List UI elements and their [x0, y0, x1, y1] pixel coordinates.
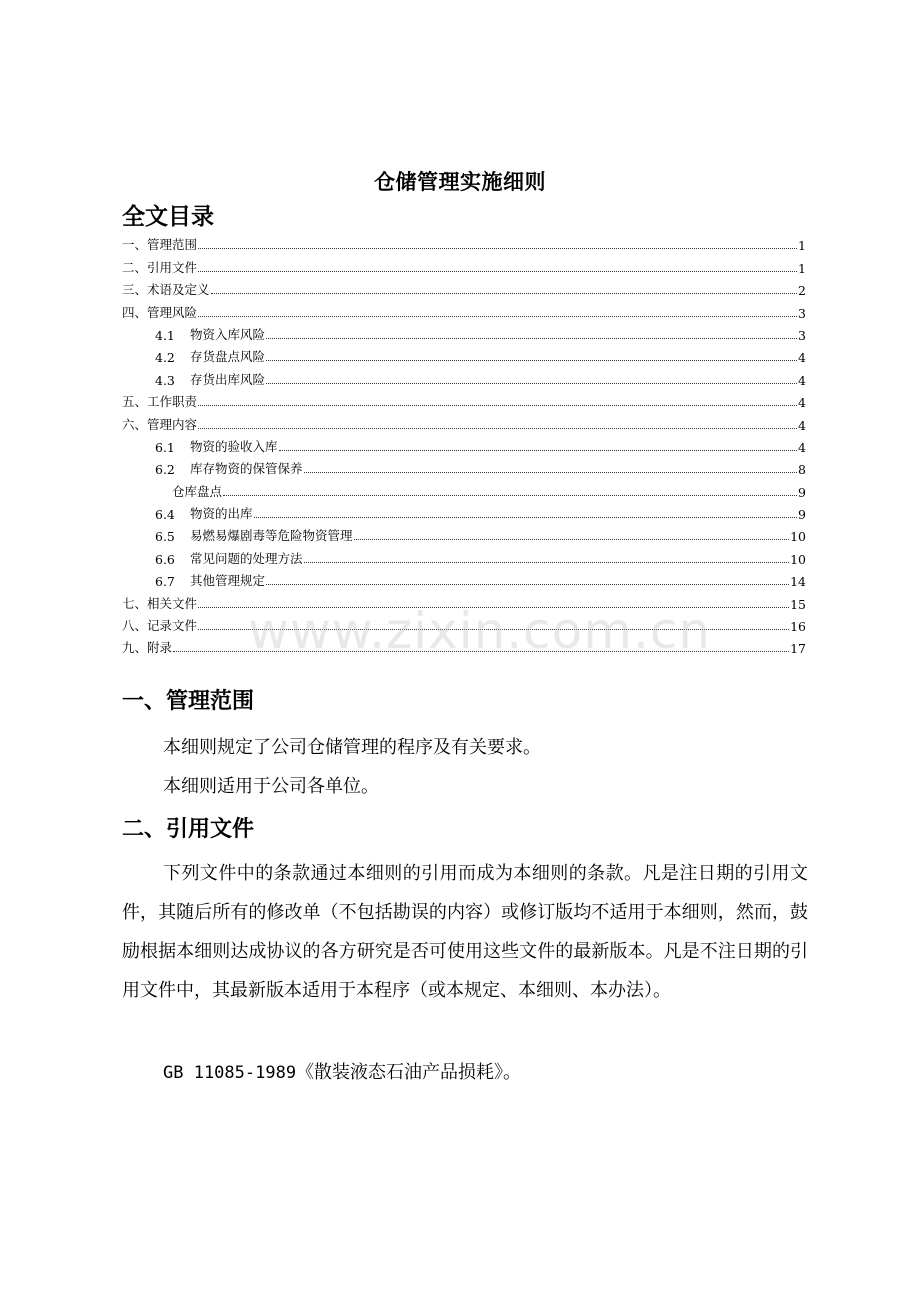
table-of-contents — [122, 231, 806, 656]
toc-entry-number: 4.1 — [155, 327, 175, 343]
toc-entry[interactable] — [122, 455, 806, 477]
toc-entry[interactable] — [122, 589, 806, 611]
toc-entry[interactable] — [122, 365, 806, 387]
toc-entry-number: 6.4 — [155, 507, 175, 523]
toc-dot-leader — [223, 494, 797, 496]
toc-entry[interactable] — [122, 231, 806, 253]
toc-entry-page: 4 — [798, 439, 806, 455]
toc-entry-page: 9 — [798, 507, 806, 523]
toc-entry-page: 1 — [798, 238, 806, 254]
toc-entry-page: 3 — [798, 305, 806, 321]
toc-dot-leader — [198, 247, 797, 249]
toc-entry[interactable] — [122, 612, 806, 634]
section-heading-references: 二、引用文件 — [122, 817, 255, 842]
paragraph-references: 下列文件中的条款通过本细则的引用而成为本细则的条款。凡是注日期的引用文件，其随后所有的修改单（不包括勘误的内容）或修订版均不适用于本细则，然而，鼓励根据本细则达成协议的各方研究是否可使用这些文件的最新版本。凡是不注日期的引用文件中，其最新版本适用于本程序（或本规定、本细则、本办法）。 — [122, 863, 808, 1001]
toc-entry-label: 常见问题的处理方法 — [190, 550, 303, 566]
toc-entry-label: 六、管理内容 — [122, 416, 198, 432]
toc-heading: 全文目录 — [122, 204, 214, 230]
toc-entry-label: 八、记录文件 — [122, 618, 198, 634]
toc-entry-page: 2 — [798, 283, 806, 299]
toc-dot-leader — [266, 382, 797, 384]
paragraph-scope-1: 本细则规定了公司仓储管理的程序及有关要求。 — [163, 737, 541, 758]
toc-entry[interactable] — [122, 500, 806, 522]
toc-entry[interactable] — [122, 634, 806, 656]
toc-entry-page: 4 — [798, 372, 806, 388]
document-title: 仓储管理实施细则 — [374, 170, 546, 194]
toc-entry-page: 8 — [798, 462, 806, 478]
watermark: www.zixin.com.cn — [248, 602, 712, 660]
toc-entry-number: 6.5 — [155, 529, 175, 545]
toc-dot-leader — [198, 606, 789, 608]
toc-dot-leader — [304, 471, 798, 473]
toc-entry-label: 物资的验收入库 — [190, 438, 278, 454]
toc-entry-page: 4 — [798, 350, 806, 366]
reference-standard — [163, 1058, 521, 1084]
toc-entry-number: 6.2 — [155, 462, 175, 478]
toc-dot-leader — [211, 292, 798, 294]
toc-entry-label: 存货出库风险 — [190, 371, 266, 387]
toc-entry-number: 6.1 — [155, 439, 175, 455]
toc-entry[interactable] — [122, 544, 806, 566]
toc-entry-number: 4.3 — [155, 372, 175, 388]
toc-entry-label: 存货盘点风险 — [190, 349, 266, 365]
toc-entry-page: 4 — [798, 417, 806, 433]
toc-entry[interactable] — [122, 321, 806, 343]
toc-entry[interactable] — [122, 522, 806, 544]
toc-entry[interactable] — [122, 567, 806, 589]
toc-dot-leader — [254, 516, 798, 518]
toc-entry[interactable] — [122, 253, 806, 275]
reference-title: 《散装液态石油产品损耗》。 — [296, 1062, 522, 1083]
toc-entry[interactable] — [122, 343, 806, 365]
toc-entry[interactable] — [122, 276, 806, 298]
toc-entry[interactable] — [122, 433, 806, 455]
toc-dot-leader — [279, 449, 798, 451]
toc-dot-leader — [266, 583, 789, 585]
toc-entry-label: 九、附录 — [122, 640, 173, 656]
toc-entry-label: 物资入库风险 — [190, 326, 266, 342]
toc-entry-page: 14 — [790, 574, 806, 590]
toc-entry-label: 易燃易爆剧毒等危险物资管理 — [190, 528, 353, 544]
toc-entry-page: 16 — [790, 619, 806, 635]
toc-entry-label: 二、引用文件 — [122, 259, 198, 275]
toc-entry-number: 4.2 — [155, 350, 175, 366]
toc-entry-label: 其他管理规定 — [190, 573, 266, 589]
toc-entry-page: 4 — [798, 395, 806, 411]
toc-dot-leader — [198, 427, 797, 429]
toc-entry-label: 七、相关文件 — [122, 595, 198, 611]
paragraph-scope-2: 本细则适用于公司各单位。 — [163, 776, 379, 797]
toc-entry-label: 库存物资的保管保养 — [190, 461, 303, 477]
toc-dot-leader — [266, 337, 797, 339]
toc-entry-label: 仓库盘点 — [172, 483, 223, 499]
toc-dot-leader — [198, 628, 789, 630]
toc-dot-leader — [198, 315, 797, 317]
toc-entry-label: 五、工作职责 — [122, 394, 198, 410]
toc-entry-label: 四、管理风险 — [122, 304, 198, 320]
toc-entry-page: 10 — [790, 551, 806, 567]
section-heading-scope: 一、管理范围 — [122, 689, 255, 714]
toc-entry-label: 物资的出库 — [190, 506, 253, 522]
toc-entry[interactable] — [122, 477, 806, 499]
toc-entry-page: 10 — [790, 529, 806, 545]
toc-entry-label: 一、管理范围 — [122, 237, 198, 253]
toc-entry[interactable] — [122, 298, 806, 320]
toc-entry[interactable] — [122, 410, 806, 432]
toc-dot-leader — [198, 270, 797, 272]
toc-entry-number: 6.7 — [155, 574, 175, 590]
toc-dot-leader — [198, 404, 797, 406]
toc-entry-page: 1 — [798, 260, 806, 276]
toc-dot-leader — [304, 561, 790, 563]
toc-entry-label: 三、术语及定义 — [122, 282, 210, 298]
toc-entry-page: 3 — [798, 327, 806, 343]
toc-dot-leader — [173, 650, 789, 652]
toc-entry-page: 9 — [798, 484, 806, 500]
toc-entry-page: 17 — [790, 641, 806, 657]
toc-dot-leader — [354, 538, 790, 540]
toc-dot-leader — [266, 359, 797, 361]
toc-entry-number: 6.6 — [155, 551, 175, 567]
reference-code: GB 11085-1989 — [163, 1063, 297, 1083]
toc-entry-page: 15 — [790, 596, 806, 612]
toc-entry[interactable] — [122, 388, 806, 410]
